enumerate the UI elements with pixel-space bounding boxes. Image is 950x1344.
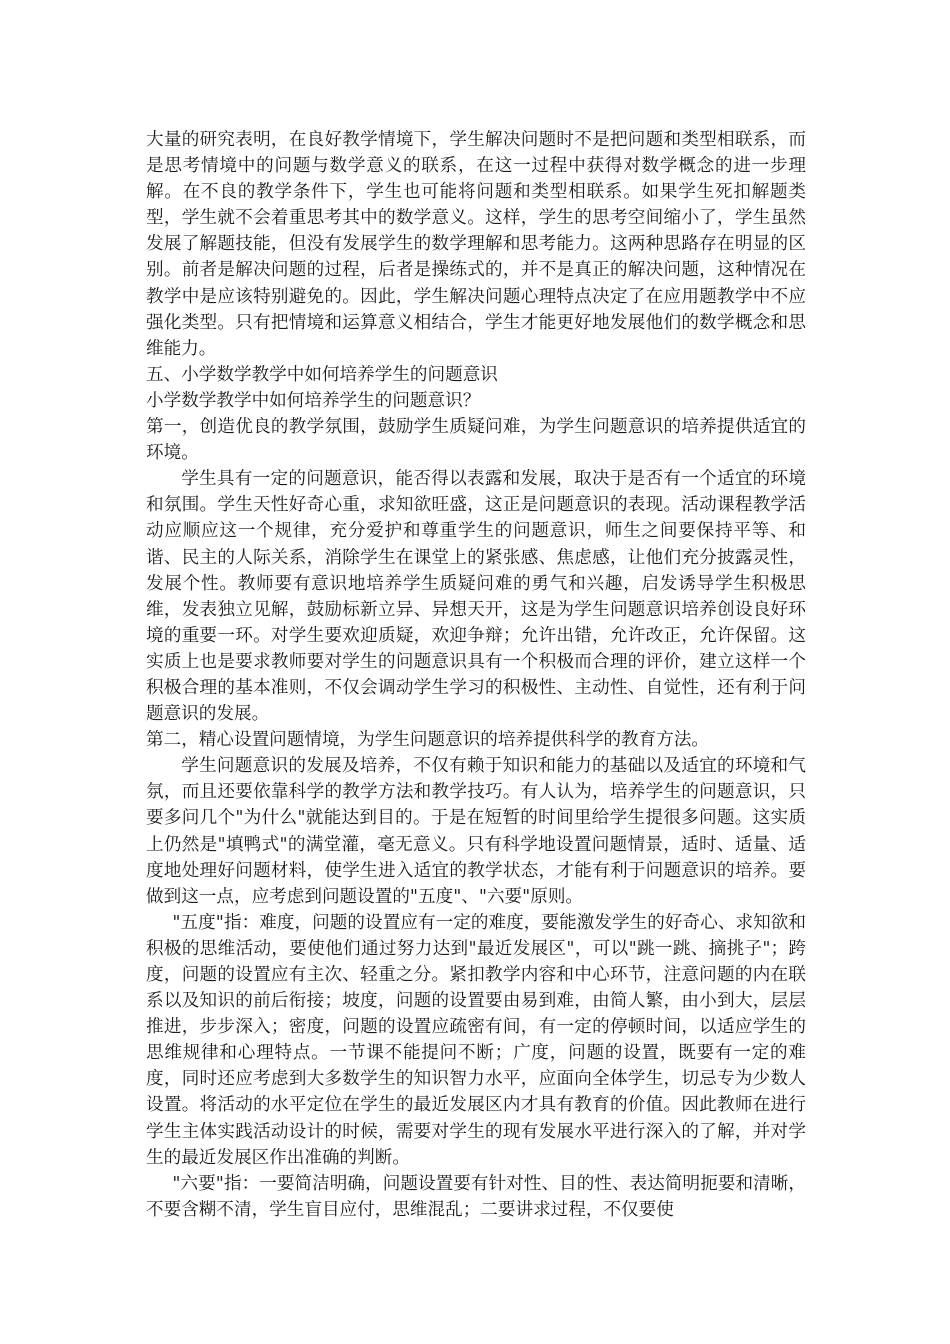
section-heading-five: 五、小学数学教学中如何培养学生的问题意识 (146, 364, 498, 385)
document-body (146, 127, 806, 1223)
point-first: 第一，创造优良的教学氛围，鼓励学生质疑问难，为学生问题意识的培养提供适宜的环境。 (146, 417, 806, 464)
section-question: 小学数学教学中如何培养学生的问题意识？ (146, 390, 481, 411)
paragraph-intro: 大量的研究表明，在良好教学情境下，学生解决问题时不是把问题和类型相联系，而是思考情境中的问题与数学意义的联系，在这一过程中获得对数学概念的进一步理解。在不良的教学条件下，学生也可能将问题和类型相联系。如果学生死扣解题类型，学生就不会着重思考其中的数学意义。这样，学生的思考空间缩小了，学生虽然发展了解题技能，但没有发展学生的数学理解和思考能力。这两种思路存在明显的区别。前者是解决问题的过程，后者是操练式的，并不是真正的解决问题，这种情况在教学中是应该特别避免的。因此，学生解决问题心理特点决定了在应用题教学中不应强化类型。只有把情境和运算意义相结合，学生才能更好地发展他们的数学概念和思维能力。 (146, 130, 806, 359)
paragraph-methods: 学生问题意识的发展及培养，不仅有赖于知识和能力的基础以及适宜的环境和气氛，而且还要依靠科学的教学方法和教学技巧。有人认为，培养学生的问题意识，只要多问几个"为什么"就能达到目的。于是在短暂的时间里给学生提很多问题。这实质上仍然是"填鸭式"的满堂灌，毫无意义。只有科学地设置问题情景，适时、适量、适度地处理好问题材料，使学生进入适宜的教学状态，才能有利于问题意识的培养。要做到这一点，应考虑到问题设置的"五度"、"六要"原则。 (146, 756, 806, 907)
paragraph-five-degrees: "五度"指：难度，问题的设置应有一定的难度，要能激发学生的好奇心、求知欲和积极的思维活动，要使他们通过努力达到"最近发展区"，可以"跳一跳、摘挑子"；跨度，问题的设置应有主次、轻重之分。紧扣教学内容和中心环节，注意问题的内在联系以及知识的前后衔接；坡度，问题的设置要由易到难，由简人繁，由小到大，层层推进，步步深入；密度，问题的设置应疏密有间，有一定的停顿时间，以适应学生的思维规律和心理特点。一节课不能提问不断；广度，问题的设置，既要有一定的难度，同时还应考虑到大多数学生的知识智力水平，应面向全体学生，切忌专为少数人设置。将活动的水平定位在学生的最近发展区内才具有教育的价值。因此教师在进行学生主体实践活动设计的时候，需要对学生的现有发展水平进行深入的了解，并对学生的最近发展区作出准确的判断。 (146, 912, 806, 1168)
point-second: 第二，精心设置问题情境，为学生问题意识的培养提供科学的教育方法。 (146, 730, 710, 751)
paragraph-six-musts: "六要"指：一要简洁明确，问题设置要有针对性、目的性、表达简明扼要和清晰，不要含糊不清，学生盲目应付，思维混乱；二要讲求过程，不仅要使 (146, 1173, 806, 1220)
paragraph-atmosphere: 学生具有一定的问题意识，能否得以表露和发展，取决于是否有一个适宜的环境和氛围。学生天性好奇心重，求知欲旺盛，这正是问题意识的表现。活动课程教学活动应顺应这一个规律，充分爱护和尊重学生的问题意识，师生之间要保持平等、和谐、民主的人际关系，消除学生在课堂上的紧张感、焦虑感，让他们充分披露灵性，发展个性。教师要有意识地培养学生质疑问难的勇气和兴趣，启发诱导学生积极思维，发表独立见解，鼓励标新立异、异想天开，这是为学生问题意识培养创设良好环境的重要一环。对学生要欢迎质疑，欢迎争辩；允许出错，允许改正，允许保留。这实质上也是要求教师要对学生的问题意识具有一个积极而合理的评价，建立这样一个积极合理的基本准则，不仅会调动学生学习的积极性、主动性、自觉性，还有利于问题意识的发展。 (146, 469, 806, 725)
